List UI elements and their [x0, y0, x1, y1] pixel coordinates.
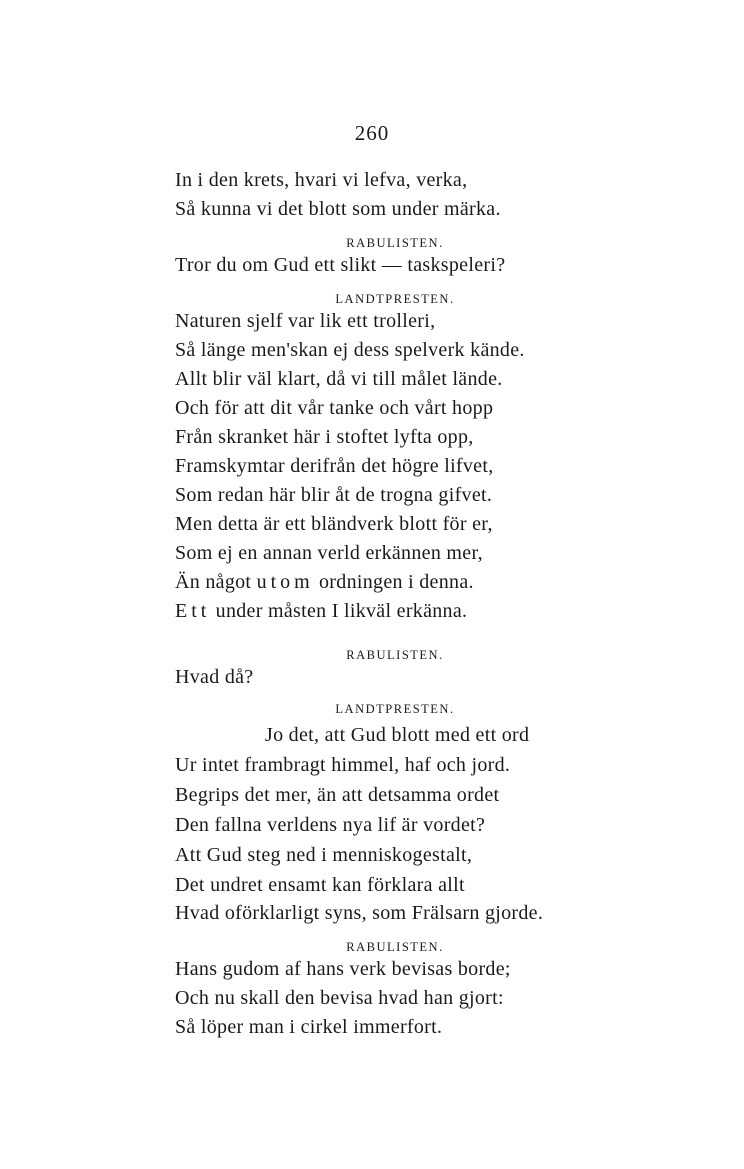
verse-line: Så löper man i cirkel immerfort. — [175, 1016, 443, 1038]
verse-line: Ur intet frambragt himmel, haf och jord. — [175, 754, 511, 776]
verse-line: Från skranket här i stoftet lyfta opp, — [175, 426, 474, 448]
verse-line: Men detta är ett bländverk blott för er, — [175, 513, 493, 535]
verse-line — [175, 571, 474, 594]
verse-text: ordningen i denna. — [313, 571, 474, 593]
verse-line: Och för att dit vår tanke och vårt hopp — [175, 397, 494, 419]
speaker-name: RABULISTEN. — [346, 940, 444, 954]
verse-line: Att Gud steg ned i menniskogestalt, — [175, 844, 473, 866]
page-number: 260 — [354, 121, 390, 145]
verse-line: Tror du om Gud ett slikt — taskspeleri? — [175, 254, 506, 276]
verse-line: Så länge men'skan ej dess spelverk kände. — [175, 339, 525, 361]
verse-line: Allt blir väl klart, då vi till målet lände. — [175, 368, 503, 390]
verse-line: Hvad oförklarligt syns, som Frälsarn gjorde. — [175, 902, 544, 924]
verse-line: Naturen sjelf var lik ett trolleri, — [175, 310, 436, 332]
speaker-name: LANDTPRESTEN. — [335, 702, 455, 716]
verse-line — [175, 600, 467, 623]
verse-line: Och nu skall den bevisa hvad han gjort: — [175, 987, 504, 1009]
speaker-name: RABULISTEN. — [346, 648, 444, 662]
verse-line: Så kunna vi det blott som under märka. — [175, 198, 501, 220]
emphasized-text: utom — [256, 571, 314, 593]
verse-line: Det undret ensamt kan förklara allt — [175, 874, 465, 896]
verse-text: Än något — [175, 571, 257, 593]
emphasized-text: Ett — [175, 600, 211, 622]
verse-line: Framskymtar derifrån det högre lifvet, — [175, 455, 494, 477]
speaker-name: LANDTPRESTEN. — [335, 292, 455, 306]
verse-line: In i den krets, hvari vi lefva, verka, — [175, 169, 468, 191]
verse-line: Begrips det mer, än att detsamma ordet — [175, 784, 500, 806]
speaker-name: RABULISTEN. — [346, 236, 444, 250]
verse-text: under måsten I likväl erkänna. — [210, 600, 468, 622]
verse-line: Hvad då? — [175, 666, 254, 688]
verse-line: Den fallna verldens nya lif är vordet? — [175, 814, 486, 836]
verse-line: Jo det, att Gud blott med ett ord — [265, 724, 530, 746]
verse-line: Hans gudom af hans verk bevisas borde; — [175, 958, 511, 980]
verse-line: Som ej en annan verld erkännen mer, — [175, 542, 483, 564]
verse-line: Som redan här blir åt de trogna gifvet. — [175, 484, 493, 506]
